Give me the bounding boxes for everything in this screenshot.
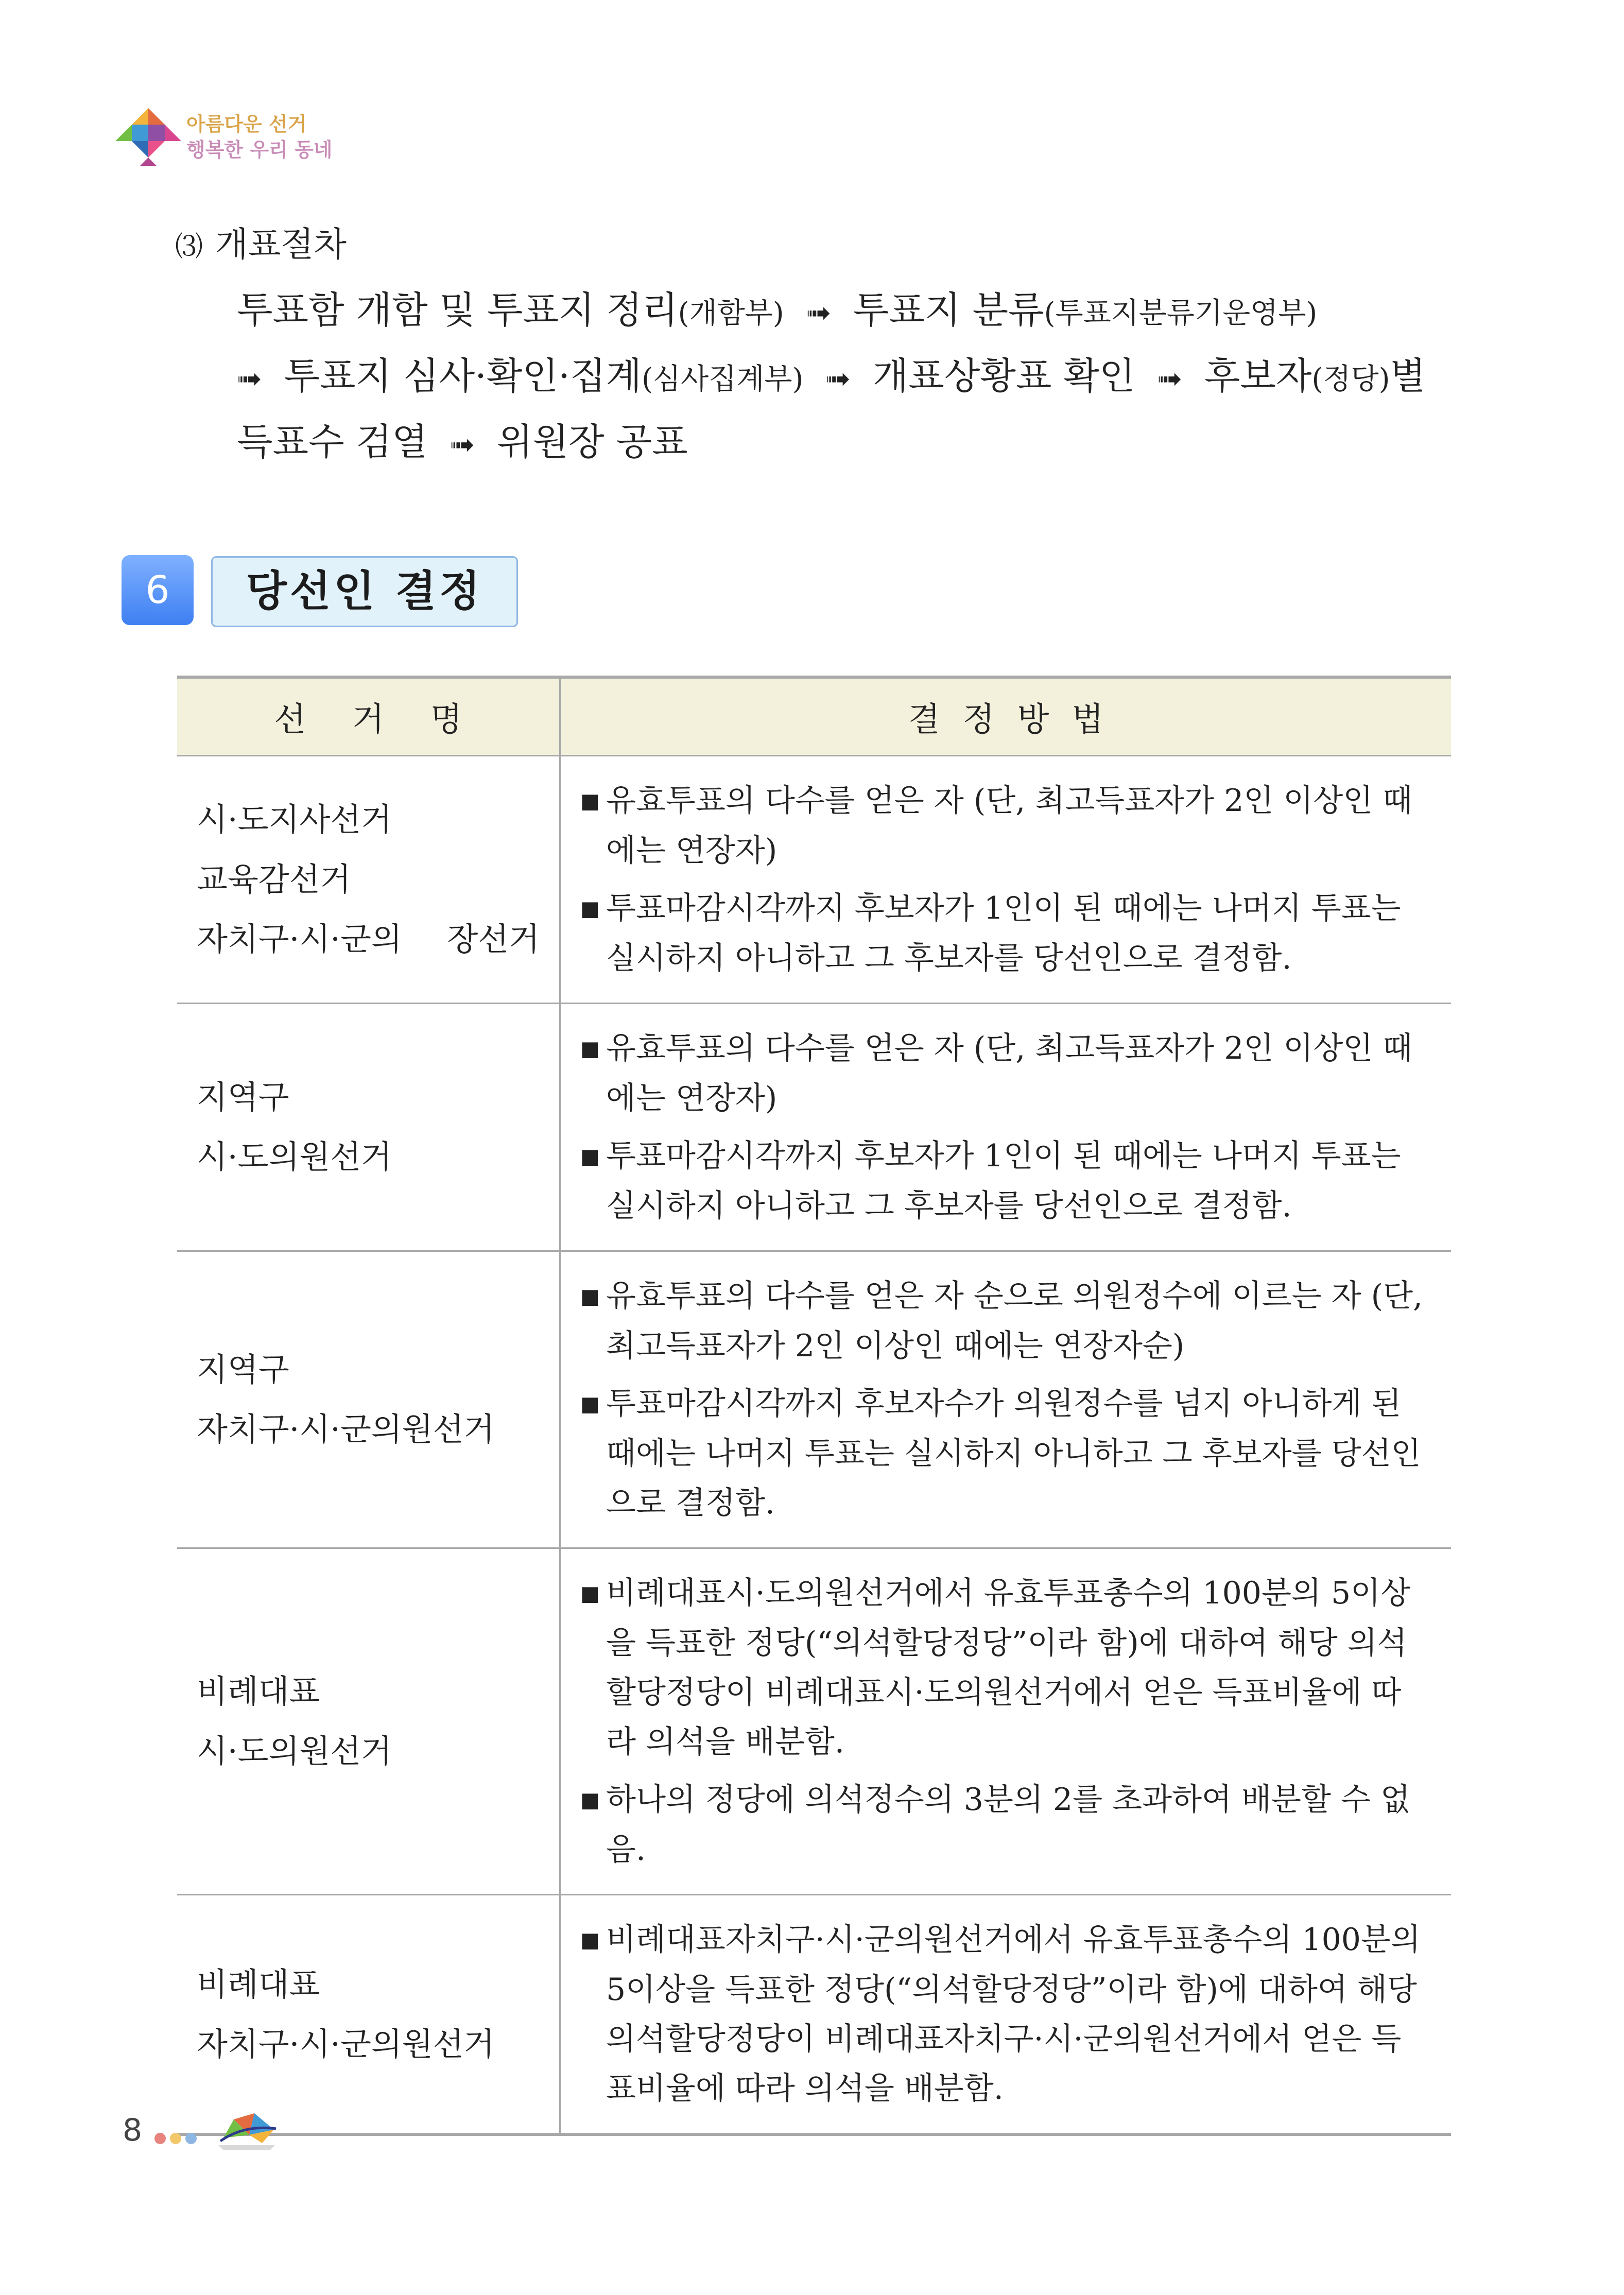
section-title: 당선인 결정 — [211, 556, 518, 627]
column-header-election: 선거명 — [177, 677, 560, 756]
election-name-line: 비례대표 — [197, 1672, 320, 1710]
step-suffix: 별 — [1390, 354, 1426, 398]
method-bullet-item: ■ 투표마감시각까지 후보자수가 의원정수를 넘지 아니하게 된 때에는 나머지 투표는 실시하지 아니하고 그 후보자를 당선인으로 결정함. — [576, 1379, 1430, 1528]
counting-procedure — [175, 221, 1452, 463]
decision-method-cell — [560, 756, 1452, 1004]
election-name-cell — [177, 1004, 560, 1251]
step-note: (심사집계부) — [642, 363, 804, 396]
procedure-heading — [175, 221, 1452, 270]
method-bullet-item: ■ 투표마감시각까지 후보자가 1인이 된 때에는 나머지 투표는 실시하지 아니하고 그 후보자를 당선인으로 결정함. — [576, 1131, 1430, 1231]
decision-method-cell — [560, 1004, 1452, 1251]
election-name-line: 비례대표 — [197, 1965, 320, 2003]
election-name-line: 지역구 — [197, 1078, 289, 1116]
table-row — [177, 1251, 1451, 1548]
procedure-line-2 — [237, 350, 1426, 405]
arrow-icon: ➟ — [237, 361, 262, 396]
election-name-cell — [177, 1251, 560, 1548]
step-check-status: 개표상황표 확인 — [872, 354, 1135, 398]
table-row — [177, 1895, 1451, 2135]
step-candidate: 후보자 — [1204, 354, 1312, 398]
procedure-title: 개표절차 — [215, 225, 347, 264]
election-name-line: 시·도지사선거 — [197, 801, 392, 838]
method-bullet-item: ■ 유효투표의 다수를 얻은 자 순으로 의원정수에 이르는 자 (단, 최고득표자가 2인 이상인 때에는 연장자순) — [576, 1271, 1430, 1371]
election-name-line: 교육감선거 — [197, 860, 351, 898]
method-bullet-item: ■ 유효투표의 다수를 얻은 자 (단, 최고득표자가 2인 이상인 때에는 연장자) — [576, 1024, 1430, 1123]
election-name-line: 자치구·시·군의원선거 — [197, 1410, 495, 1448]
table-row — [177, 1004, 1451, 1251]
arrow-icon: ➟ — [1157, 361, 1182, 396]
step-inspect: 득표수 검열 — [237, 420, 428, 463]
column-header-method: 결정방법 — [560, 677, 1452, 756]
election-mascot-icon — [213, 2109, 280, 2153]
step-note: (개함부) — [678, 297, 784, 330]
arrow-icon: ➟ — [825, 361, 851, 396]
decision-method-cell — [560, 1548, 1452, 1895]
table-row — [177, 1548, 1451, 1895]
method-bullet-item: ■ 하나의 정당에 의석정수의 3분의 2를 초과하여 배분할 수 없음. — [576, 1775, 1430, 1874]
method-bullet-item: ■ 비례대표시·도의원선거에서 유효투표총수의 100분의 5이상을 득표한 정당(“의석할당정당”이라 함)에 대하여 해당 의석할당정당이 비례대표시·도의원선거에서 얻은 득표비율에 따라 의석을 배분함. — [576, 1568, 1430, 1767]
election-name-line: 시·도의원선거 — [197, 1138, 392, 1176]
method-bullet-item: ■ 유효투표의 다수를 얻은 자 (단, 최고득표자가 2인 이상인 때에는 연장자) — [576, 776, 1430, 875]
procedure-number: ⑶ — [175, 230, 203, 263]
arrow-icon: ➟ — [450, 427, 475, 462]
brand-slogan-line1: 아름다운 선거 — [186, 113, 307, 135]
election-name-cell — [177, 756, 560, 1004]
step-classify: 투표지 분류 — [853, 288, 1044, 332]
section-number-badge: 6 — [122, 555, 194, 625]
step-note: (정당) — [1311, 363, 1390, 396]
election-name-line: 시·도의원선거 — [197, 1732, 392, 1770]
dot — [154, 2133, 166, 2144]
procedure-line-1 — [237, 284, 1317, 339]
step-announce: 위원장 공표 — [497, 420, 688, 463]
page-number: 8 — [123, 2112, 143, 2148]
dot — [185, 2133, 197, 2144]
method-bullet-item: ■ 비례대표자치구·시·군의원선거에서 유효투표총수의 100분의 5이상을 득표한 정당(“의석할당정당”이라 함)에 대하여 해당 의석할당정당이 비례대표자치구·시·군의원선거에서 얻은 득표비율에 따라 의석을 배분함. — [576, 1915, 1430, 2113]
step-review: 투표지 심사·확인·집계 — [284, 354, 642, 398]
step-open-box: 투표함 개함 및 투표지 정리 — [237, 288, 678, 332]
decision-method-cell — [560, 1895, 1452, 2135]
table-row — [177, 756, 1451, 1004]
brand-logo — [112, 105, 184, 169]
method-bullet-item: ■ 투표마감시각까지 후보자가 1인이 된 때에는 나머지 투표는 실시하지 아니하고 그 후보자를 당선인으로 결정함. — [576, 884, 1430, 983]
brand-slogan — [186, 111, 332, 163]
step-note: (투표지분류기운영부) — [1044, 297, 1318, 330]
brand-slogan-line2: 행복한 우리 동네 — [186, 139, 333, 161]
election-name-line: 지역구 — [197, 1351, 289, 1388]
procedure-line-3 — [237, 416, 688, 470]
election-name-cell — [177, 1895, 560, 2135]
dot — [170, 2133, 181, 2144]
election-name-line: 자치구·시·군의 장선거 — [197, 920, 540, 958]
decision-method-cell — [560, 1251, 1452, 1548]
winner-decision-table — [177, 676, 1451, 2136]
page-dots — [154, 2133, 201, 2146]
table-header-row — [177, 677, 1451, 756]
arrow-icon: ➟ — [806, 295, 832, 330]
election-name-line: 자치구·시·군의원선거 — [197, 2025, 495, 2063]
election-name-cell — [177, 1548, 560, 1895]
